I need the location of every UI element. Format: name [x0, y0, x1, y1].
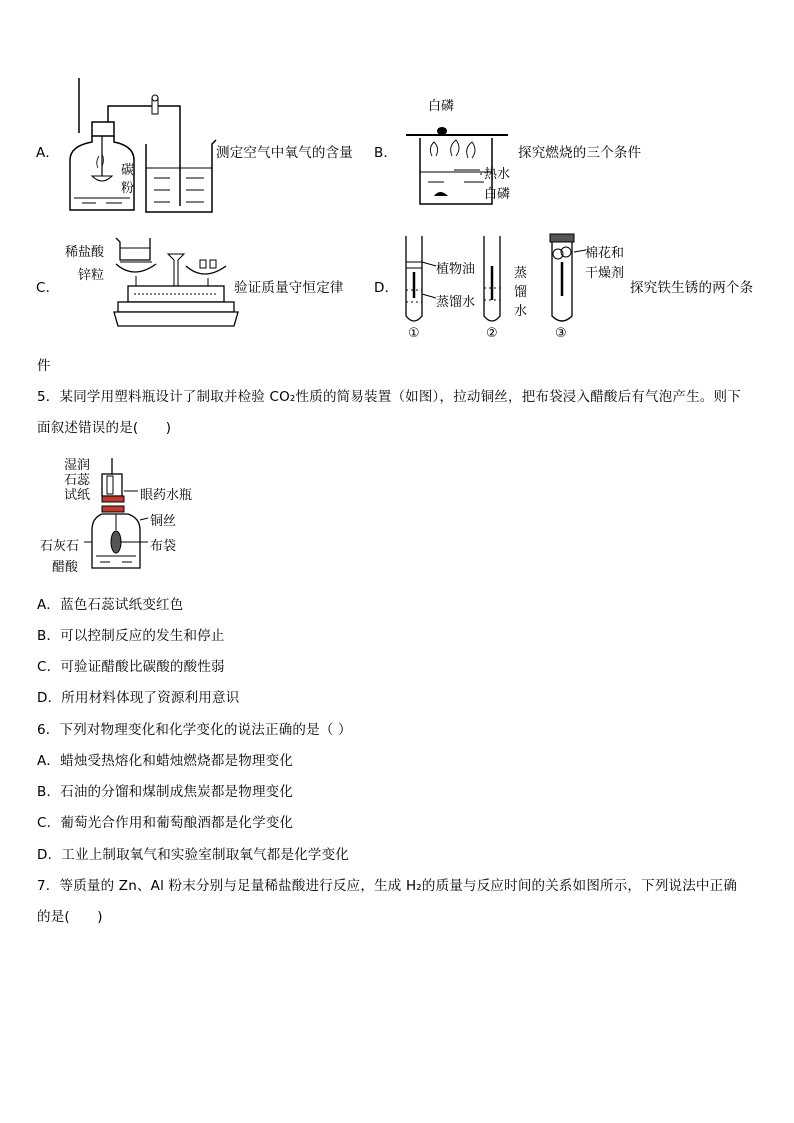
q5-option-b: B．可以控制反应的发生和停止 — [37, 628, 225, 644]
label-dilute-hcl: 稀盐酸 — [65, 245, 105, 260]
option-c-letter: C． — [36, 280, 60, 296]
label-wet: 湿润 — [64, 458, 91, 473]
label-copper-wire: 铜丝 — [150, 514, 177, 529]
q7-stem-line1: 7．等质量的 Zn、Al 粉末分别与足量稀盐酸进行反应，生成 H₂的质量与反应时间的关系如图所示，下列说法中正确 — [37, 878, 738, 894]
option-b-letter: B． — [374, 145, 398, 161]
q5-option-c: C．可验证醋酸比碳酸的酸性弱 — [37, 659, 225, 675]
option-d-caption-continued: 件 — [37, 358, 51, 374]
label-distilled-2b: 馏 — [514, 285, 528, 300]
label-carbon-1: 碳 — [121, 163, 135, 178]
q6-option-b: B．石油的分馏和煤制成焦炭都是物理变化 — [37, 784, 294, 800]
q7-stem-line2: 的是( ) — [37, 909, 103, 925]
label-distilled-2c: 水 — [514, 304, 528, 319]
label-carbon-2: 粉 — [121, 181, 135, 196]
q6-option-c: C．葡萄光合作用和葡萄酿酒都是化学变化 — [37, 815, 294, 831]
option-c-caption: 验证质量守恒定律 — [234, 280, 344, 296]
label-eye-drop-bottle: 眼药水瓶 — [140, 488, 193, 503]
iron-rust-test-tubes-figure — [400, 232, 600, 328]
tube-mark-3: ③ — [555, 326, 567, 341]
label-white-phosphorus-top: 白磷 — [428, 99, 455, 114]
option-d-caption: 探究铁生锈的两个条 — [630, 280, 754, 296]
tube-mark-1: ① — [408, 326, 420, 341]
q5-stem-line2: 面叙述错误的是( ) — [37, 420, 172, 436]
q6-option-a: A．蜡烛受热熔化和蜡烛燃烧都是物理变化 — [37, 753, 294, 769]
q5-option-d: D．所用材料体现了资源利用意识 — [37, 690, 240, 706]
label-distilled-water-1: 蒸馏水 — [436, 295, 476, 310]
label-zinc-granules: 锌粒 — [78, 268, 105, 283]
label-vegetable-oil: 植物油 — [436, 262, 476, 277]
option-d-letter: D． — [374, 280, 399, 296]
label-litmus: 石蕊 — [64, 473, 91, 488]
q6-stem: 6．下列对物理变化和化学变化的说法正确的是（ ） — [37, 722, 352, 738]
co2-plastic-bottle-figure — [86, 458, 156, 574]
label-white-phosphorus-bottom: 白磷 — [484, 187, 511, 202]
mass-conservation-balance-figure — [112, 234, 236, 334]
label-desiccant: 干燥剂 — [585, 266, 625, 281]
tube-mark-2: ② — [486, 326, 498, 341]
option-b-caption: 探究燃烧的三个条件 — [518, 145, 642, 161]
q6-option-d: D．工业上制取氧气和实验室制取氧气都是化学变化 — [37, 847, 349, 863]
label-cotton: 棉花和 — [585, 246, 625, 261]
label-hot-water: 热水 — [484, 167, 511, 182]
option-a-caption: 测定空气中氧气的含量 — [216, 145, 353, 161]
q5-option-a: A．蓝色石蕊试纸变红色 — [37, 597, 184, 613]
label-distilled-2a: 蒸 — [514, 266, 528, 281]
label-limestone: 石灰石 — [40, 539, 80, 554]
label-cloth-bag: 布袋 — [150, 539, 177, 554]
q5-stem-line1: 5．某同学用塑料瓶设计了制取并检验 CO₂性质的简易装置（如图），拉动铜丝，把布袋浸入醋酸后有气泡产生。则下 — [37, 389, 741, 405]
option-a-letter: A． — [36, 145, 60, 161]
label-test-paper: 试纸 — [64, 488, 91, 503]
oxygen-content-apparatus-figure — [62, 78, 222, 218]
label-acetic-acid: 醋酸 — [52, 560, 79, 575]
